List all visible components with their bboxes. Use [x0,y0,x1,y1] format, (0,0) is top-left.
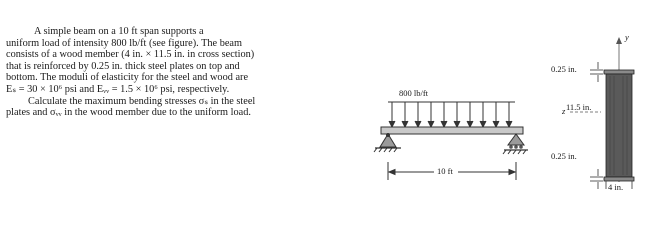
bottom-steel-plate [604,177,634,181]
wood-depth-label: 11.5 in. [566,102,592,112]
problem-line-4: that is reinforced by 0.25 in. thick steel plates on top and [6,60,240,72]
top-plate-thickness-label: 0.25 in. [551,64,577,74]
problem-line-2: uniform load of intensity 800 lb/ft (see figure). The beam [6,37,243,49]
problem-line-8: plates and σᵥᵥ in the wood member due to the uniform load. [6,107,251,119]
beam [381,127,523,134]
top-steel-plate [604,70,634,74]
z-axis-label: z [562,106,566,116]
load-arrows [389,102,512,127]
section-width-label: 4 in. [608,182,624,192]
pin-support-icon [374,133,401,152]
problem-line-1: A simple beam on a 10 ft span supports a [34,26,204,37]
y-axis-label: y [625,32,629,42]
problem-line-3: consists of a wood member (4 in. × 11.5 in. in cross section) [6,49,255,61]
problem-line-7: Calculate the maximum bending stresses σₛ in the steel [28,95,256,107]
load-label: 800 lb/ft [399,88,429,98]
span-label: 10 ft [437,166,453,176]
cross-section [570,37,634,189]
problem-line-6: Eₛ = 30 × 10⁶ psi and Eᵥᵥ = 1.5 × 10⁶ psi, respectively. [6,83,230,95]
bottom-plate-thickness-label: 0.25 in. [551,151,577,161]
distributed-load [388,102,515,127]
problem-line-5: bottom. The moduli of elasticity for the steel and wood are [6,72,249,84]
roller-support-icon [503,134,528,154]
